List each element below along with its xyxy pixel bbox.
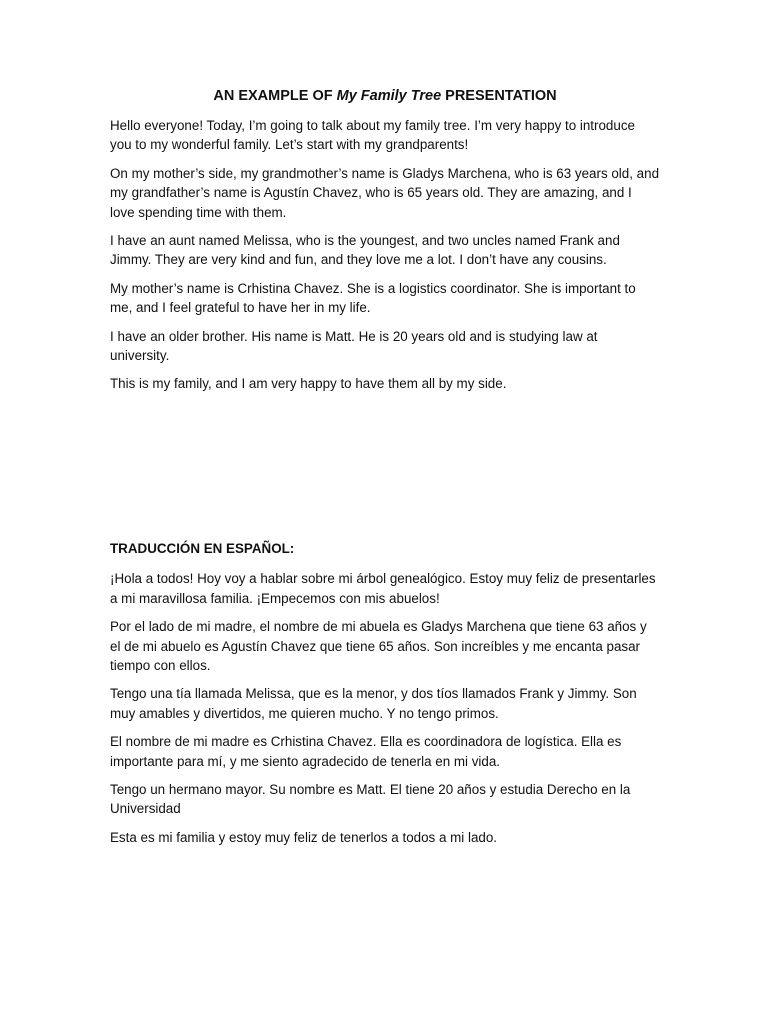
english-section xyxy=(110,116,660,394)
spanish-paragraph-intro: ¡Hola a todos! Hoy voy a hablar sobre mi árbol genealógico. Estoy muy feliz de presentarles a mi maravillosa familia. ¡Empecemos con mis abuelos! xyxy=(110,571,656,606)
title-italic: My Family Tree xyxy=(336,88,442,104)
title-suffix: PRESENTATION xyxy=(441,88,557,104)
english-paragraph-intro: Hello everyone! Today, I’m going to talk about my family tree. I’m very happy to introduce you to my wonderful family. Let’s start with my grandparents! xyxy=(110,118,635,153)
english-paragraph-closing: This is my family, and I am very happy to have them all by my side. xyxy=(110,376,507,392)
spanish-heading: TRADUCCIÓN EN ESPAÑOL: xyxy=(110,540,295,556)
document-title xyxy=(110,86,660,106)
title-prefix: AN EXAMPLE OF xyxy=(213,88,337,104)
spanish-paragraph-mother: El nombre de mi madre es Crhistina Chavez. Ella es coordinadora de logística. Ella es importante para mí, y me siento agradecido de tenerla en mi vida. xyxy=(110,734,622,769)
spanish-paragraph-aunts-uncles: Tengo una tía llamada Melissa, que es la menor, y dos tíos llamados Frank y Jimmy. Son muy amables y divertidos, me quieren mucho. Y no tengo primos. xyxy=(110,686,637,721)
english-paragraph-aunts-uncles: I have an aunt named Melissa, who is the youngest, and two uncles named Frank and Jimmy. They are very kind and fun, and they love me a lot. I don’t have any cousins. xyxy=(110,233,620,268)
spanish-paragraph-closing: Esta es mi familia y estoy muy feliz de tenerlos a todos a mi lado. xyxy=(110,829,498,845)
spanish-paragraph-brother: Tengo un hermano mayor. Su nombre es Matt. El tiene 20 años y estudia Derecho en la Universidad xyxy=(110,781,631,817)
document-content xyxy=(110,86,660,856)
section-spacer xyxy=(110,403,660,539)
english-paragraph-grandparents: On my mother’s side, my grandmother’s name is Gladys Marchena, who is 63 years old, and my grandfather’s name is Agustín Chavez, who is 65 years old. They are amazing, and I love spending time with them. xyxy=(110,165,660,220)
english-paragraph-brother: I have an older brother. His name is Matt. He is 20 years old and is studying law at university. xyxy=(110,328,598,364)
spanish-section xyxy=(110,539,660,847)
english-paragraph-mother: My mother’s name is Crhistina Chavez. She is a logistics coordinator. She is important to me, and I feel grateful to have her in my life. xyxy=(110,280,636,316)
spanish-paragraph-grandparents: Por el lado de mi madre, el nombre de mi abuela es Gladys Marchena que tiene 63 años y el de mi abuelo es Agustín Chavez que tiene 65 años. Son increíbles y me encanta pasar tiempo con ellos. xyxy=(110,619,647,673)
